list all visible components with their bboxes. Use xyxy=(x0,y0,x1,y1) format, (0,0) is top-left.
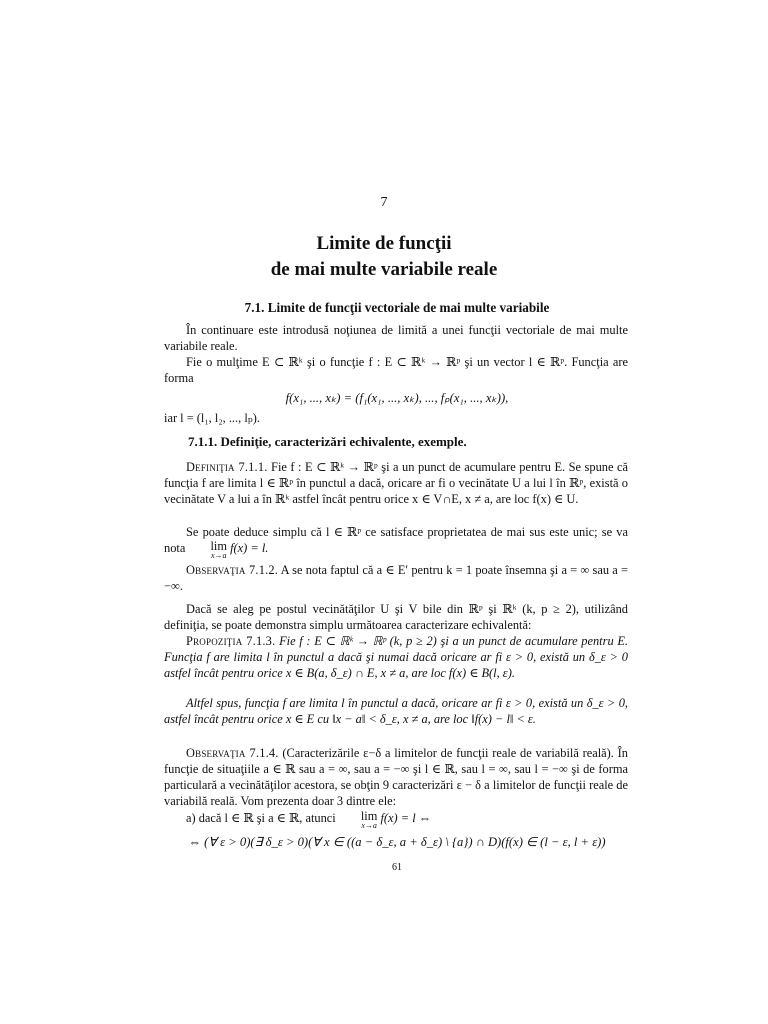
epsilon-delta-formula: ⇔ (∀ ε > 0)(∃ δ_ε > 0)(∀ x ∈ ((a − δ_ε, a + δ_ε) \ {a}) ∩ D)(f(x) ∈ (l − ε, l + ε)) xyxy=(188,835,606,849)
intro-paragraph-1: În continuare este introdusă noţiunea de limită a unei funcţii vectoriale de mai multe variabile reale. xyxy=(164,323,628,354)
subsection-heading: 7.1.1. Definiţie, caracterizări echivalente, exemple. xyxy=(188,434,467,449)
definition-note-text: Se poate deduce simplu că l ∈ ℝᵖ ce satisface proprietatea de mai sus este unic; se va nota xyxy=(164,525,628,556)
chapter-title-line2: de mai multe variabile reale xyxy=(270,259,498,280)
intro-paragraph-3: iar l = (l₁, l₂, ..., lₚ). xyxy=(164,411,260,425)
observation-text: A se nota faptul că a ∈ E′ pentru k = 1 poate însemna şi a = ∞ sau a = −∞. xyxy=(164,563,628,594)
chapter-number: 7 xyxy=(380,195,388,210)
neighborhood-paragraph: Dacă se aleg pe postul vecinătăţilor U şi V bile din ℝᵖ şi ℝᵏ (k, p ≥ 2), utilizând definiţia, se poate demonstra simplu următoarea caracterizare echivalentă: xyxy=(164,602,628,633)
observation-7-1-2 xyxy=(164,562,628,594)
definition-note xyxy=(164,524,628,560)
proposition-7-1-3 xyxy=(164,633,628,681)
chapter-title-line1: Limite de funcţii xyxy=(316,233,452,254)
definition-7-1-1 xyxy=(164,459,628,507)
limit-notation-2: lim x→a xyxy=(360,809,378,830)
observation-label: Observaţia 7.1.2. xyxy=(186,563,279,577)
observation-text-2: (Caracterizările ε−δ a limitelor de funcţii reale de variabilă reală). În funcţie de situaţiile a ∈ ℝ sau a = ∞, sau a = −∞ şi l ∈ ℝ, sau l = ∞, sau l = −∞ şi de forma particulară a vecinătăţilor acestora, se obţin 9 caracterizări ε − δ a limitelor de funcţii reale de variabilă reală. Vom prezenta doar 3 dintre ele: xyxy=(164,746,628,809)
case-a-line xyxy=(164,810,628,830)
proposition-text: Fie f : E ⊂ ℝᵏ → ℝᵖ (k, p ≥ 2) şi a un punct de acumulare pentru E. Funcţia f are limita l în punctul a dacă şi numai dacă oricare ar fi ε > 0, există un δ_ε > 0 astfel încât pentru orice x ∈ B(a, δ_ε) ∩ E, x ≠ a, are loc f(x) ∈ B(l, ε). xyxy=(164,634,628,681)
function-form-formula: f(x₁, ..., xₖ) = (f₁(x₁, ..., xₖ), ..., fₚ(x₁, ..., xₖ)), xyxy=(285,391,509,405)
definition-label: Definiţia 7.1.1. xyxy=(186,460,268,474)
page-number: 61 xyxy=(392,862,402,873)
observation-label-2: Observaţia 7.1.4. xyxy=(186,746,279,760)
definition-note-end: f(x) = l. xyxy=(230,541,269,556)
proposition-alternative: Altfel spus, funcţia f are limita l în punctul a dacă, oricare ar fi ε > 0, există un δ_ε > 0, astfel încât pentru orice x ∈ E cu ‖x − a‖ < δ_ε, x ≠ a, are loc ‖f(x) − l‖ < ε. xyxy=(164,696,628,727)
observation-7-1-4 xyxy=(164,745,628,809)
proposition-label: Propoziţia 7.1.3. xyxy=(186,634,276,648)
definition-text: Fie f : E ⊂ ℝᵏ → ℝᵖ şi a un punct de acumulare pentru E. Se spune că funcţia f are limita l ∈ ℝᵖ în punctul a dacă, oricare ar fi o vecinătate U a lui l în ℝᵖ, există o vecinătate V a lui a în ℝᵏ astfel încât pentru orice x ∈ V∩E, x ≠ a, are loc f(x) ∈ U. xyxy=(164,460,628,507)
intro-paragraph-2: Fie o mulţime E ⊂ ℝᵏ şi o funcţie f : E ⊂ ℝᵏ → ℝᵖ şi un vector l ∈ ℝᵖ. Funcţia are forma xyxy=(164,355,628,386)
case-a-end: f(x) = l ⇔ xyxy=(380,811,432,825)
limit-notation: lim x→a xyxy=(210,539,227,561)
case-a-text: a) dacă l ∈ ℝ şi a ∈ ℝ, atunci xyxy=(186,811,336,825)
section-heading: 7.1. Limite de funcţii vectoriale de mai multe variabile xyxy=(244,300,550,315)
